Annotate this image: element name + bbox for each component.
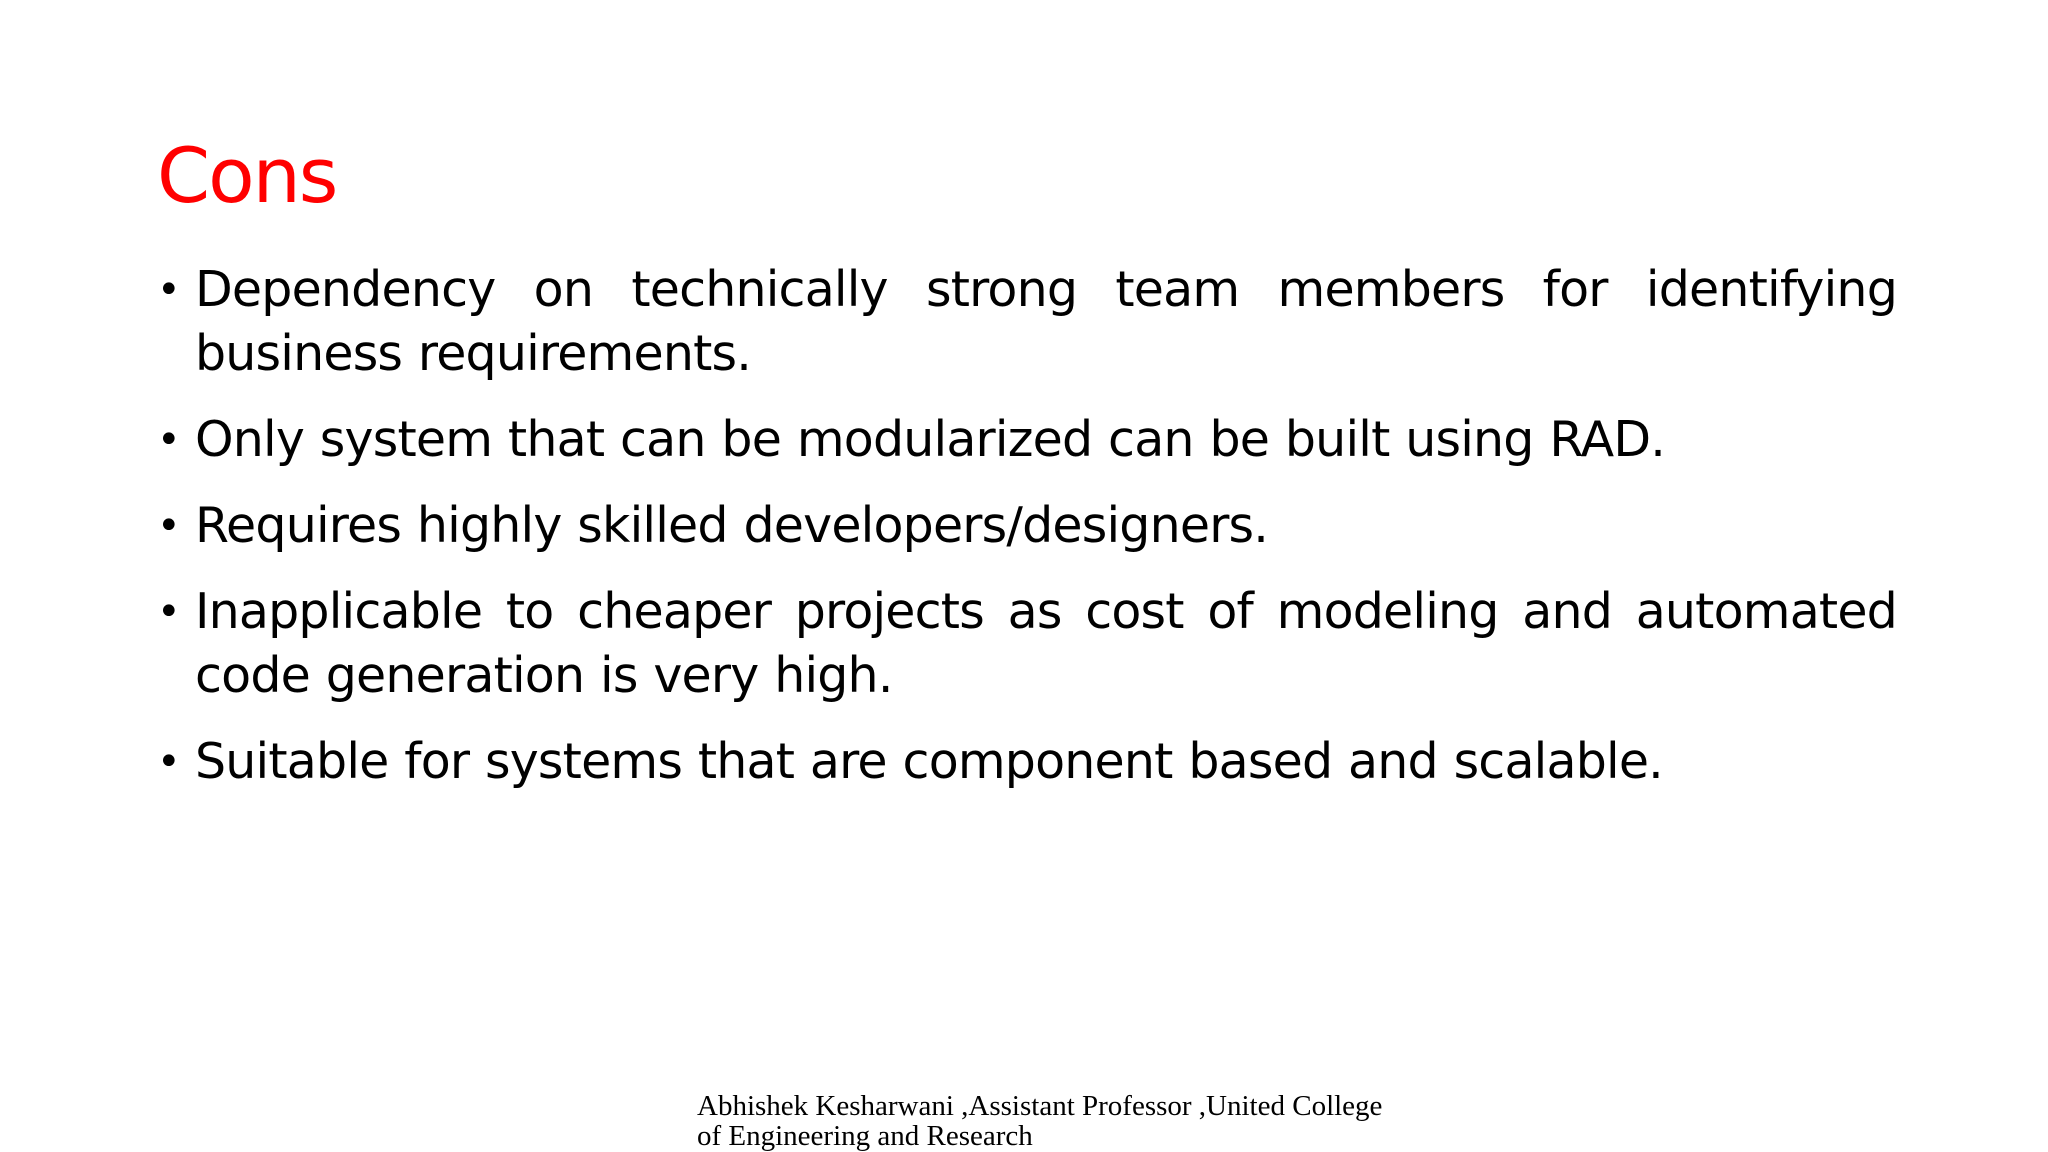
bullet-icon: • [157, 417, 180, 463]
bullet-item [157, 408, 1897, 472]
bullet-list [157, 258, 1897, 816]
bullet-icon: • [157, 503, 180, 549]
slide-title: Cons [157, 131, 337, 220]
bullet-item [157, 730, 1897, 794]
bullet-icon: • [157, 589, 180, 635]
bullet-text: Suitable for systems that are component based and scalable. [195, 733, 1663, 790]
bullet-item [157, 258, 1897, 386]
bullet-text: Requires highly skilled developers/designers. [195, 497, 1269, 554]
bullet-text: Dependency on technically strong team members for identifying business requirements. [195, 261, 1897, 382]
bullet-text: Inapplicable to cheaper projects as cost of modeling and automated code generation is very high. [195, 583, 1897, 704]
bullet-icon: • [157, 267, 180, 313]
bullet-text: Only system that can be modularized can be built using RAD. [195, 411, 1666, 468]
footer-attribution: Abhishek Kesharwani ,Assistant Professor ,United College of Engineering and Research [697, 1090, 1383, 1152]
bullet-item [157, 580, 1897, 708]
bullet-item [157, 494, 1897, 558]
bullet-icon: • [157, 739, 180, 785]
